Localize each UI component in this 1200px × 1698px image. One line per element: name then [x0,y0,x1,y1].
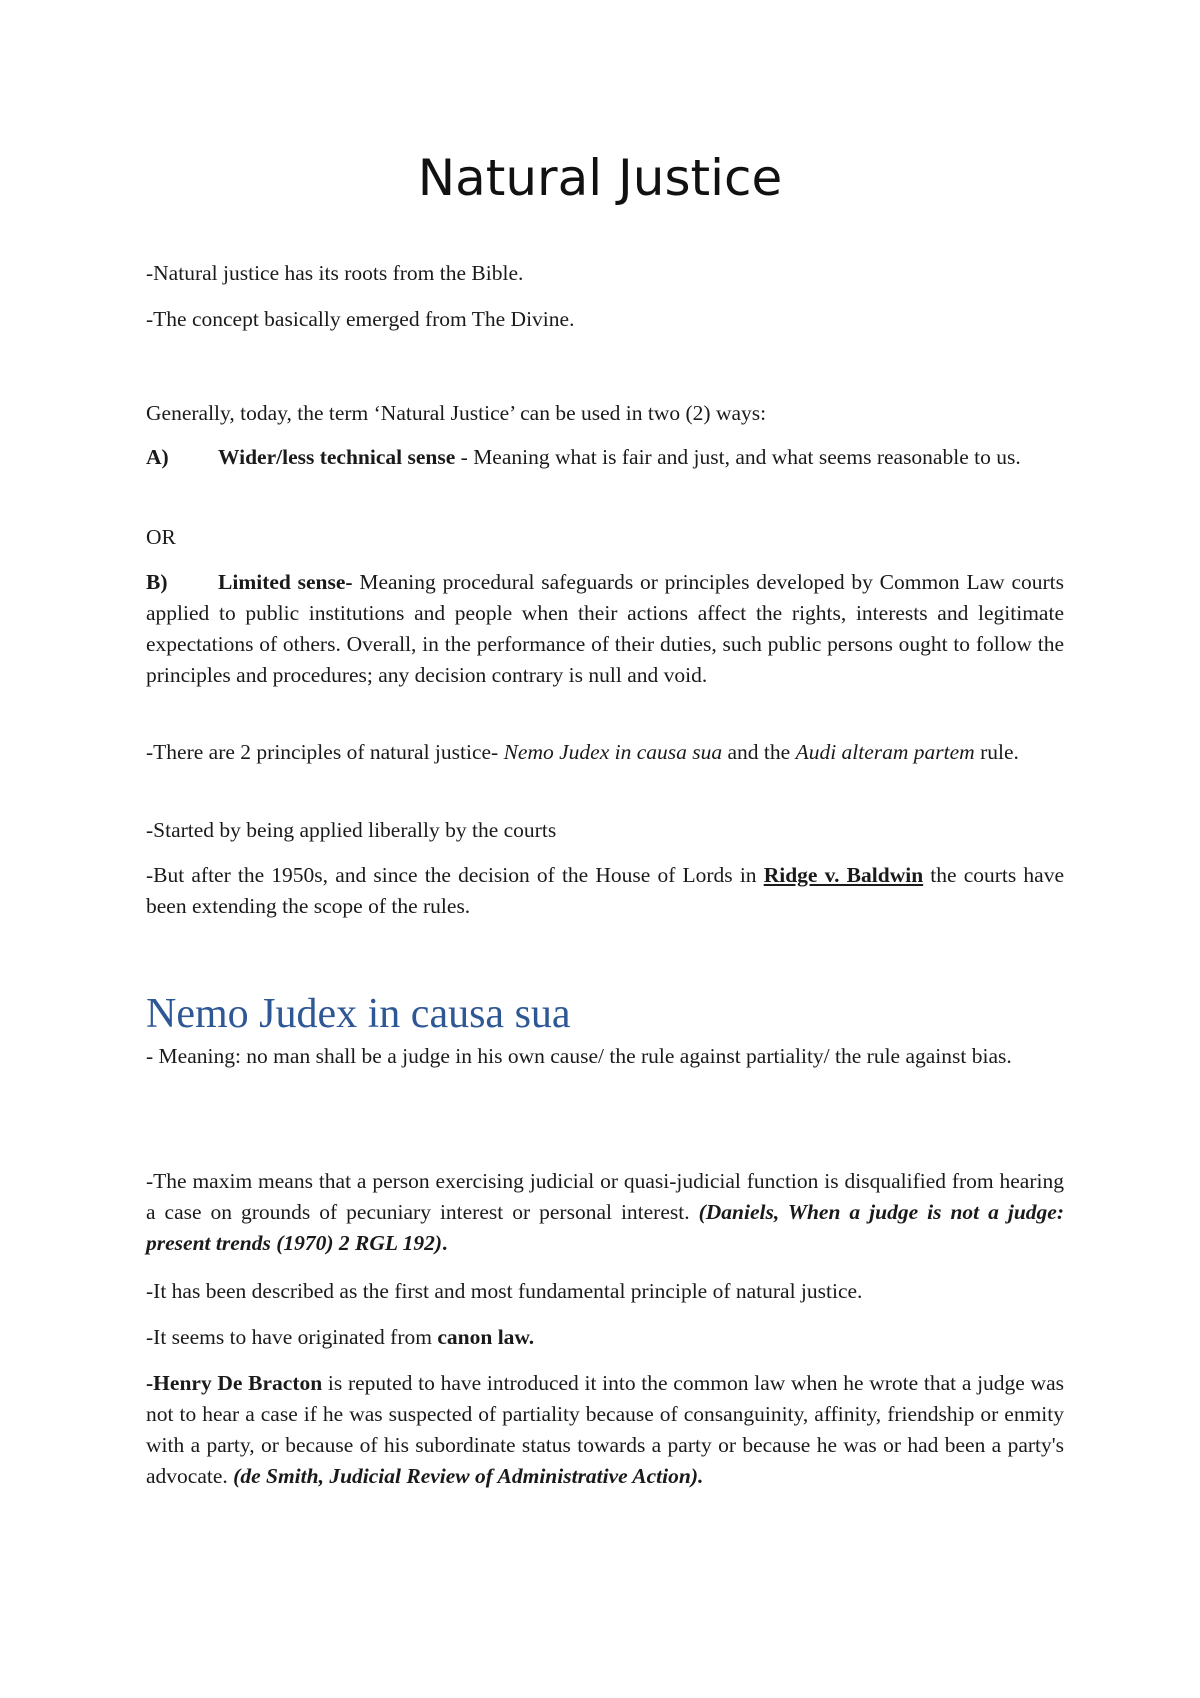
canon-law-line [146,1322,1064,1353]
de-smith-citation: (de Smith, Judicial Review of Administrative Action). [233,1464,704,1488]
sense-a-paragraph [146,442,1064,473]
maxim-text: -The maxim means that a person exercising judicial or quasi-judicial function is disqualified from hearing a case on grounds of pecuniary interest or personal interest. [146,1169,1064,1224]
sense-a-text: - Meaning what is fair and just, and what seems reasonable to us. [455,445,1021,469]
bracton-paragraph [146,1368,1064,1492]
sense-b-label: B) [146,570,168,594]
maxim-paragraph [146,1166,1064,1259]
intro-line-roots: -Natural justice has its roots from the Bible. [146,261,524,285]
document-title: Natural Justice [417,149,783,207]
principles-paragraph [146,737,1064,768]
or-text: OR [146,525,176,549]
bracton-dash: - [146,1371,154,1395]
sense-a-term: Wider/less technical sense [218,445,456,469]
meaning-paragraph: - Meaning: no man shall be a judge in his own cause/ the rule against partiality/ the rule against bias. [146,1044,1012,1068]
sense-b-text: Meaning procedural safeguards or principles developed by Common Law courts applied to public institutions and people when their actions affect the rights, interests and legitimate expectations of others. Overall, in the performance of their duties, such public persons ought to follow the principles and procedures; any decision contrary is null and void. [146,570,1064,687]
after-1950s-text: the courts have been extending the scope of the rules. [146,863,1064,918]
canon-law-intro: -It seems to have originated from [146,1325,438,1349]
audi-alteram-term: Audi alteram partem [795,740,975,764]
principles-intro: -There are 2 principles of natural justice- [146,740,504,764]
principles-rule: rule. [974,740,1019,764]
canon-law-term: canon law. [437,1325,535,1349]
henry-de-bracton-name: Henry De Bracton [153,1371,323,1395]
ridge-v-baldwin-case: Ridge v. Baldwin [763,863,924,887]
intro-line-divine: -The concept basically emerged from The Divine. [146,307,575,331]
maxim-end: . [442,1231,448,1255]
generally-paragraph: Generally, today, the term ‘Natural Justice’ can be used in two (2) ways: [146,401,767,425]
after-1950s-intro: -But after the 1950s, and since the decision of the House of Lords in [146,863,764,887]
after-1950s-paragraph [146,860,1064,922]
liberal-application-line: -Started by being applied liberally by the courts [146,818,557,842]
fundamental-principle-line: -It has been described as the first and most fundamental principle of natural justice. [146,1279,863,1303]
nemo-judex-term: Nemo Judex in causa sua [503,740,723,764]
bracton-text: is reputed to have introduced it into the common law when he wrote that a judge was not to hear a case if he was suspected of partiality because of consanguinity, affinity, friendship or enmity with a party, or because of his subordinate status towards a party or because he was or had been a party's advocate. [146,1371,1064,1488]
section-heading: Nemo Judex in causa sua [146,991,571,1037]
sense-b-term: Limited sense- [218,570,353,594]
sense-a-label: A) [146,445,169,469]
principles-and: and the [722,740,796,764]
daniels-citation: (Daniels, When a judge is not a judge: present trends (1970) 2 RGL 192) [146,1200,1064,1255]
sense-b-paragraph [146,567,1064,691]
